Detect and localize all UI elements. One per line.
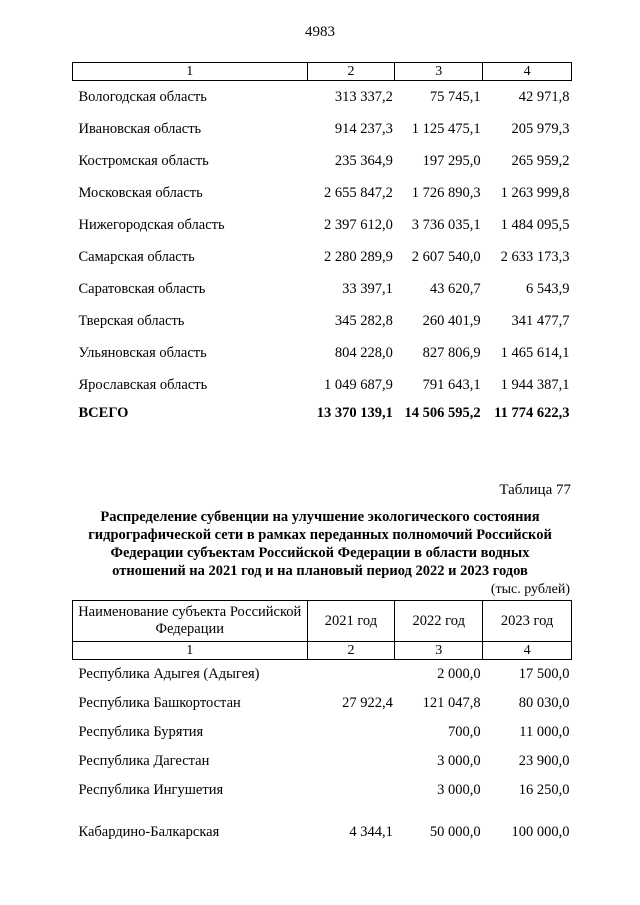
value-col4: 341 477,7: [511, 312, 570, 329]
total-col4: 11 774 622,3: [494, 404, 570, 421]
subject-name: Ярославская область: [78, 376, 208, 393]
table-title: Распределение субвенции на улучшение экологического состояния гидрографической сети в рамках переданных полномочий Российской Федерации субъектам Российской Федерации в области водных отношений на 2021 год и на плановый период 2022 и 2023 годов: [88, 509, 552, 579]
table-row: [73, 718, 572, 747]
value-col4: 6 543,9: [526, 280, 570, 297]
table-row: [73, 177, 572, 209]
value-col3: 827 806,9: [422, 344, 481, 361]
table-77: [72, 600, 572, 841]
subject-name: Республика Башкортостан: [78, 695, 241, 711]
column-number-row: [73, 642, 572, 660]
value-col2: 33 397,1: [342, 280, 393, 297]
value-col2: 804 228,0: [334, 344, 393, 361]
table-row: [73, 305, 572, 337]
value-col4: 17 500,0: [518, 666, 570, 682]
table-label: Таблица 77: [499, 482, 571, 498]
table-row: [73, 369, 572, 401]
header-row: [73, 601, 572, 642]
header-year-2021: 2021 год: [307, 601, 395, 642]
value-col4: 42 971,8: [518, 88, 570, 105]
table-row: [73, 747, 572, 776]
value-col3: 3 000,0: [437, 782, 481, 798]
total-col2: 13 370 139,1: [316, 404, 393, 421]
table-row: [73, 81, 572, 114]
value-col2: [307, 747, 395, 776]
value-col2: 2 397 612,0: [323, 216, 393, 233]
value-col4: 1 944 387,1: [500, 376, 570, 393]
value-col3: 2 607 540,0: [411, 248, 481, 265]
value-col2: 1 049 687,9: [323, 376, 393, 393]
value-col4: 100 000,0: [511, 824, 570, 840]
table-row: [73, 776, 572, 805]
value-col2: [307, 776, 395, 805]
subject-name: Костромская область: [78, 152, 209, 169]
subject-name: Самарская область: [78, 248, 195, 265]
value-col2: 2 655 847,2: [323, 184, 393, 201]
subject-name: Республика Бурятия: [78, 724, 204, 740]
value-col3: 121 047,8: [422, 695, 481, 711]
column-number: 1: [73, 642, 308, 660]
column-number: 4: [483, 642, 572, 660]
value-col4: 2 633 173,3: [500, 248, 570, 265]
value-col4: 1 484 095,5: [500, 216, 570, 233]
total-label: ВСЕГО: [78, 404, 129, 421]
subject-name: Республика Ингушетия: [78, 782, 224, 798]
value-col3: 1 726 890,3: [411, 184, 481, 201]
subject-name: Республика Адыгея (Адыгея): [78, 666, 260, 682]
value-col3: 3 736 035,1: [411, 216, 481, 233]
column-number: 2: [307, 642, 395, 660]
value-col4: 265 959,2: [511, 152, 570, 169]
table-row: [73, 337, 572, 369]
value-col2: 2 280 289,9: [323, 248, 393, 265]
table-row: [73, 113, 572, 145]
value-col3: 700,0: [448, 724, 481, 740]
subject-name: Нижегородская область: [78, 216, 225, 233]
column-number: 2: [307, 63, 395, 81]
value-col3: 791 643,1: [422, 376, 481, 393]
value-col3: 1 125 475,1: [411, 120, 481, 137]
value-col4: 205 979,3: [511, 120, 570, 137]
value-col3: 50 000,0: [429, 824, 481, 840]
subject-name: Саратовская область: [78, 280, 206, 297]
value-col2: [307, 660, 395, 690]
value-col2: [307, 718, 395, 747]
table-row: [73, 689, 572, 718]
value-col4: 1 263 999,8: [500, 184, 570, 201]
value-col4: 16 250,0: [518, 782, 570, 798]
value-col2: 313 337,2: [334, 88, 393, 105]
header-subject: Наименование субъекта Российской Федерации: [73, 601, 308, 642]
column-number: 3: [395, 63, 483, 81]
column-number: 1: [73, 63, 308, 81]
table-row: [73, 209, 572, 241]
subject-name: Ульяновская область: [78, 344, 207, 361]
value-col3: 43 620,7: [429, 280, 481, 297]
value-col3: 75 745,1: [429, 88, 481, 105]
value-col2: 27 922,4: [342, 695, 393, 711]
subject-name: Московская область: [78, 184, 203, 201]
table-row: [73, 660, 572, 690]
column-number-row: [73, 63, 572, 81]
total-col3: 14 506 595,2: [404, 404, 481, 421]
subject-name: Вологодская область: [78, 88, 207, 105]
value-col2: 345 282,8: [334, 312, 393, 329]
table-row: [73, 145, 572, 177]
table-row: [73, 805, 572, 841]
table-row: [73, 241, 572, 273]
table-row: [73, 273, 572, 305]
value-col2: 4 344,1: [349, 824, 393, 840]
subject-name: Тверская область: [78, 312, 185, 329]
value-col4: 1 465 614,1: [500, 344, 570, 361]
value-col2: 235 364,9: [334, 152, 393, 169]
subject-name: Республика Дагестан: [78, 753, 210, 769]
value-col3: 3 000,0: [437, 753, 481, 769]
subject-name: Ивановская область: [78, 120, 202, 137]
column-number: 4: [483, 63, 572, 81]
unit-note: (тыс. рублей): [490, 582, 570, 597]
value-col3: 260 401,9: [422, 312, 481, 329]
subject-name: Кабардино-Балкарская: [78, 824, 220, 840]
page-number: 4983: [305, 24, 335, 40]
value-col3: 197 295,0: [422, 152, 481, 169]
header-year-2023: 2023 год: [483, 601, 572, 642]
value-col3: 2 000,0: [437, 666, 481, 682]
value-col4: 11 000,0: [519, 724, 570, 740]
header-year-2022: 2022 год: [395, 601, 483, 642]
column-number: 3: [395, 642, 483, 660]
total-row: [73, 401, 572, 425]
subsidy-table-continued: [72, 62, 572, 425]
value-col4: 23 900,0: [518, 753, 570, 769]
value-col2: 914 237,3: [334, 120, 393, 137]
value-col4: 80 030,0: [518, 695, 570, 711]
